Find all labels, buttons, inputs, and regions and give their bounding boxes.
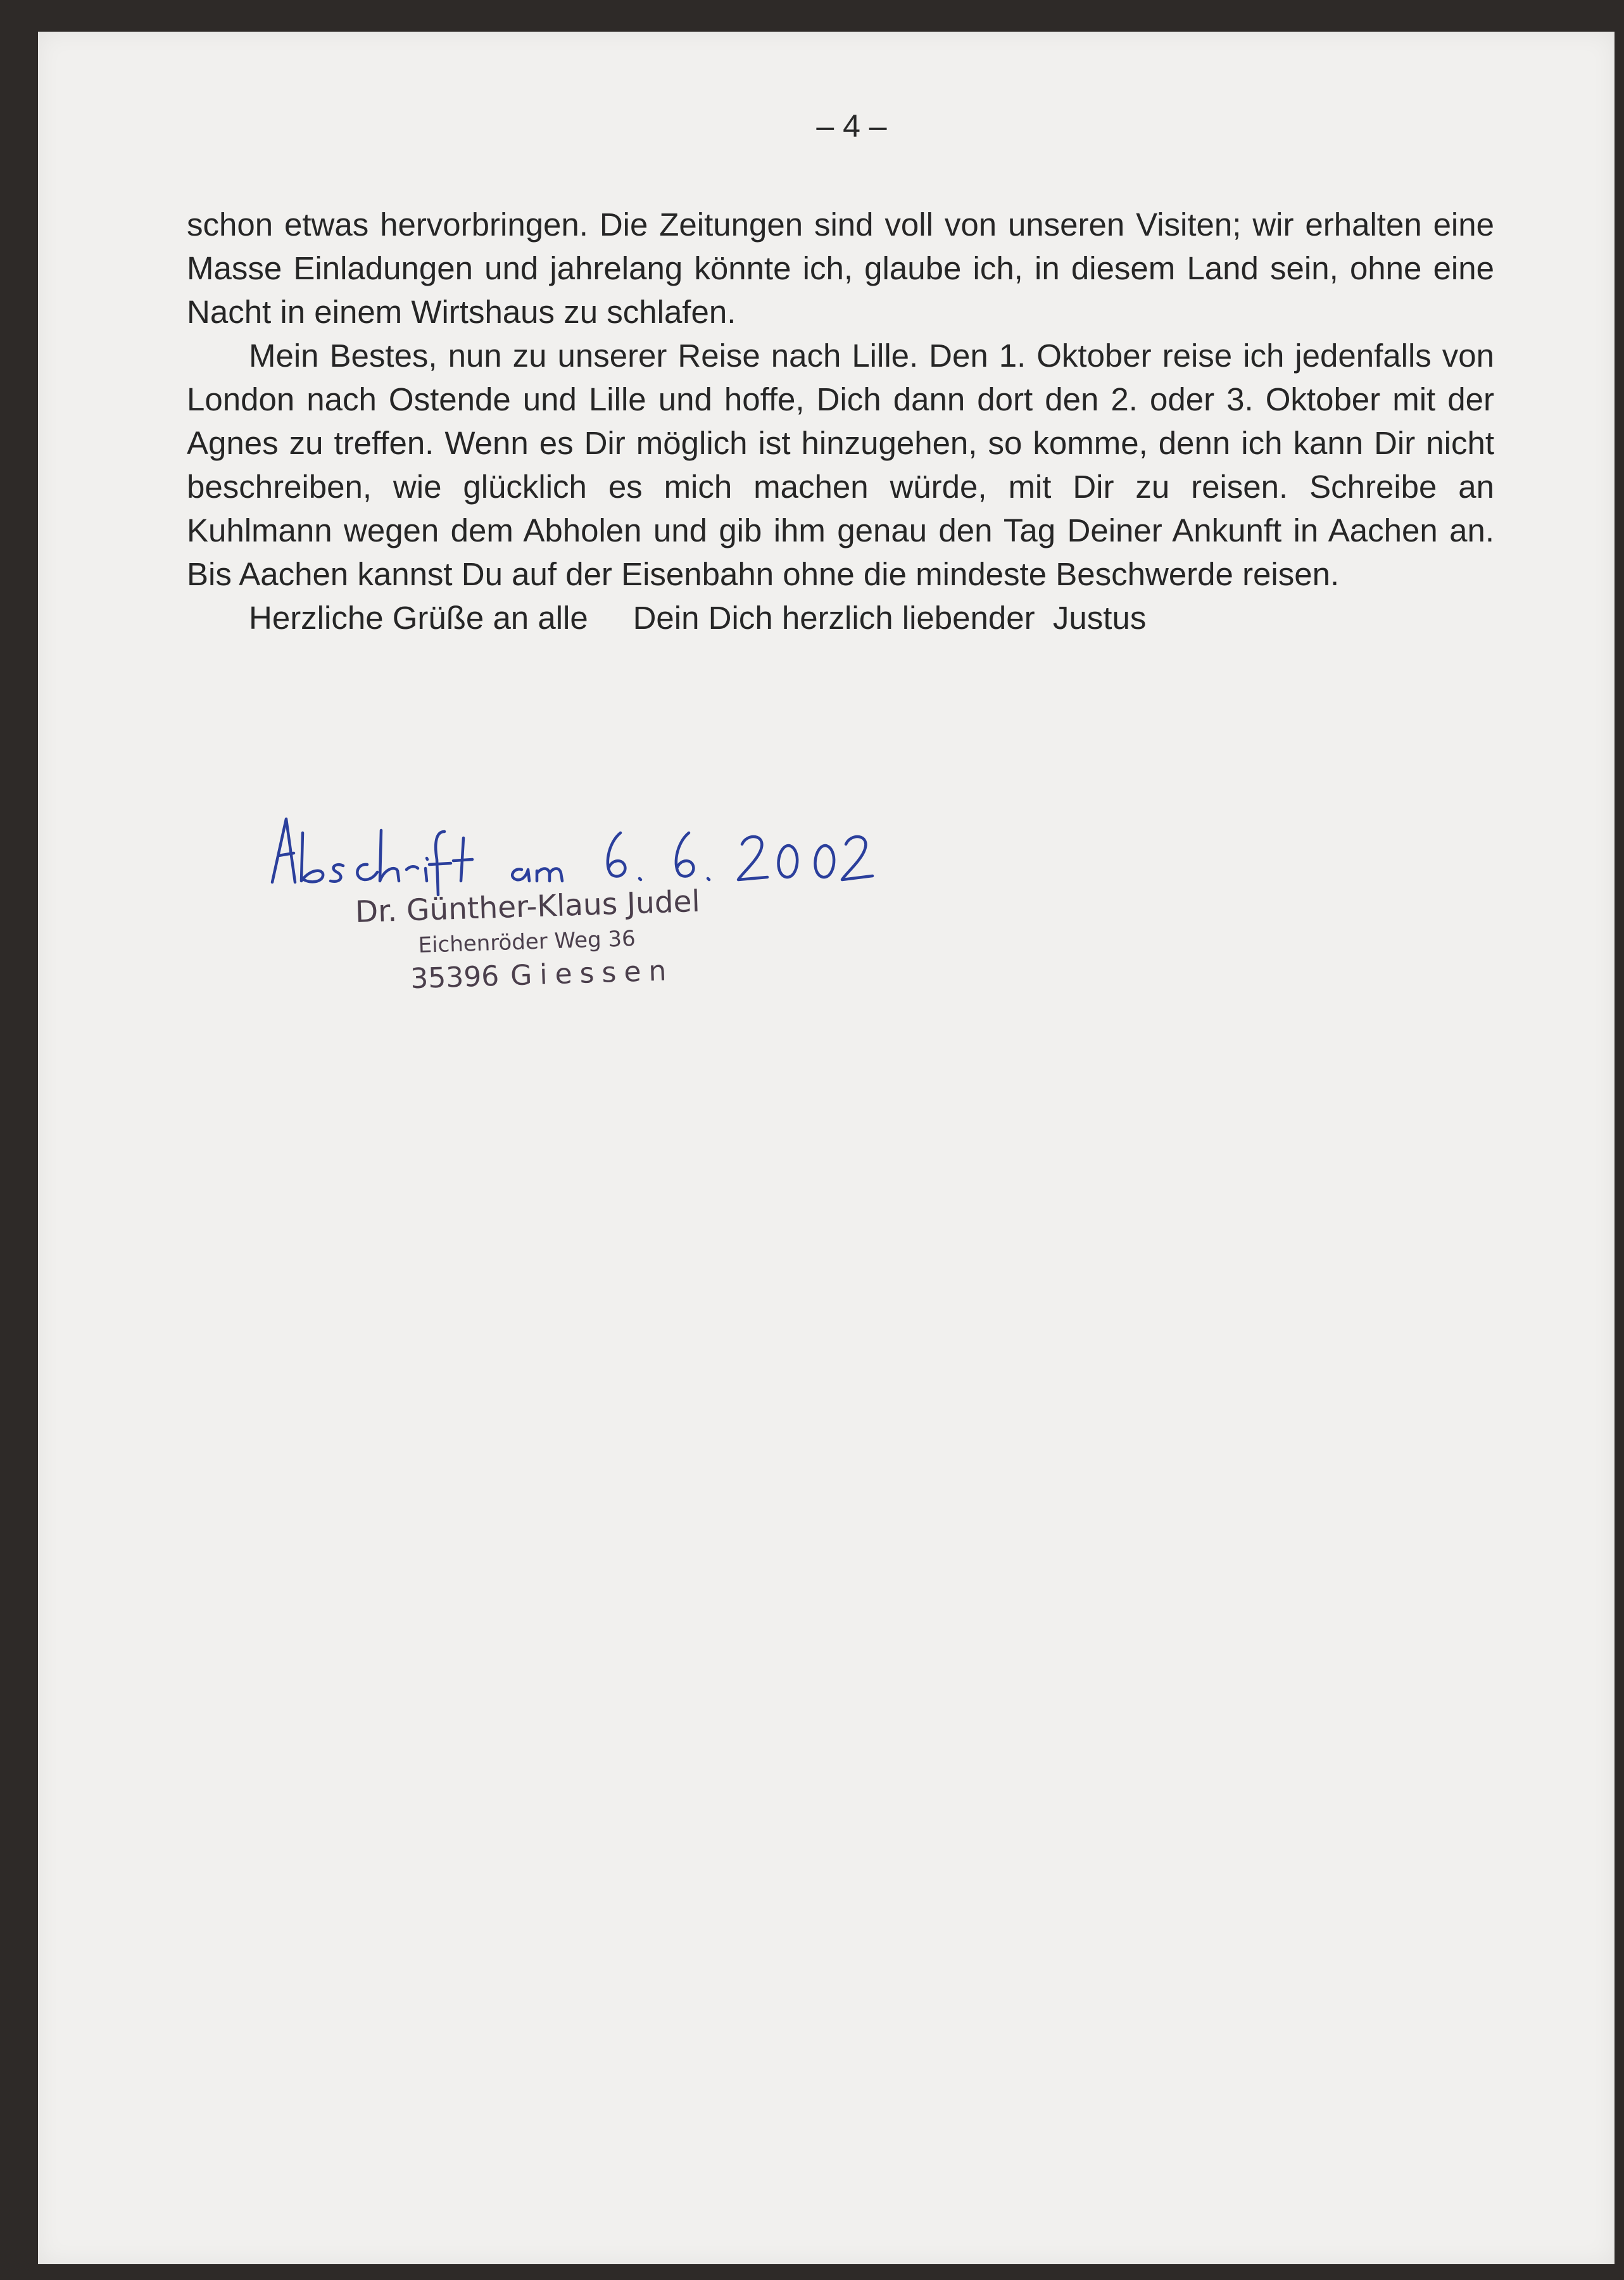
letter-closing: [187, 596, 1494, 640]
closing-signature: Dein Dich herzlich liebender Justus: [633, 600, 1147, 636]
address-stamp: [355, 882, 703, 999]
letter-body: [187, 203, 1494, 640]
stamp-name: Dr. Günther-Klaus Judel: [355, 884, 701, 930]
stamp-postal-code: 35396: [410, 960, 500, 996]
closing-greeting: Herzliche Grüße an alle: [249, 600, 588, 636]
handwritten-copy-note: [266, 808, 931, 896]
document-page: [38, 32, 1615, 2264]
letter-paragraph-2: Mein Bestes, nun zu unserer Reise nach Lille. Den 1. Oktober reise ich jedenfalls von London nach Ostende und Lille und hoffe, Dich dann dort den 2. oder 3. Oktober mit der Agnes zu treffen. Wenn es Dir möglich ist hinzugehen, so komme, denn ich kann Dir nicht beschreiben, wie glücklich es mich machen würde, mit Dir zu reisen. Schreibe an Kuhlmann wegen dem Abholen und gib ihm genau den Tag Deiner Ankunft in Aachen an. Bis Aachen kannst Du auf der Eisenbahn ohne die mindeste Beschwerde reisen.: [187, 338, 1494, 592]
page-number: – 4 –: [816, 108, 887, 144]
stamp-city: Giessen: [510, 954, 675, 992]
stamp-street: Eichenröder Weg 36: [418, 926, 636, 958]
letter-paragraph-1: schon etwas hervorbringen. Die Zeitungen sind voll von unseren Visiten; wir erhalten eine Masse Einladungen und jahrelang könnte ich, glaube ich, in diesem Land sein, ohne eine Nacht in einem Wirtshaus zu schlafen.: [187, 206, 1494, 330]
